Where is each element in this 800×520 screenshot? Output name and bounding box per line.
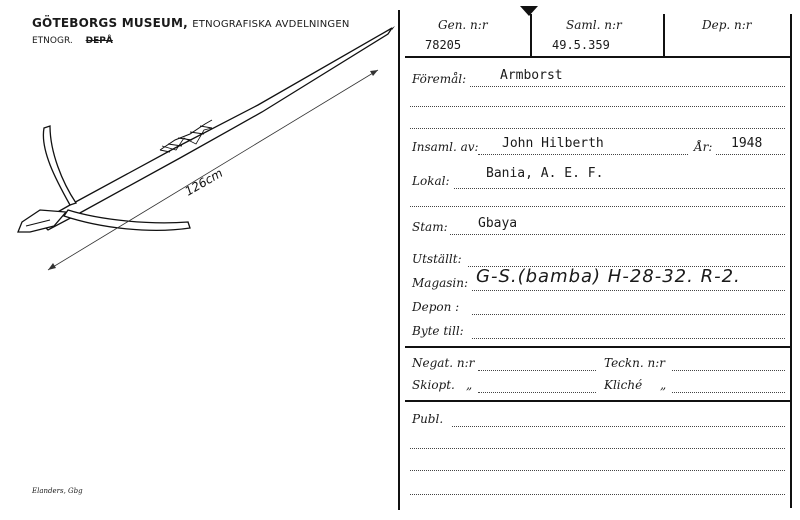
byte-label: Byte till: <box>412 324 464 338</box>
stam-value: Gbaya <box>478 216 518 231</box>
utstallt-label: Utställt: <box>412 252 462 266</box>
bow-limb-upper <box>43 126 76 205</box>
kliche-label: Kliché <box>604 378 643 392</box>
magasin-line <box>472 290 785 291</box>
byte-line <box>472 338 785 339</box>
saml-value: 49.5.359 <box>552 38 610 52</box>
insaml-line <box>478 154 688 155</box>
publ-line-2 <box>410 448 785 449</box>
ar-label: År: <box>694 140 713 154</box>
kliche-ditto: „ <box>660 378 667 392</box>
skiopt-ditto: „ <box>466 378 473 392</box>
section-divider-1 <box>405 346 790 348</box>
department-name: ETNOGRAFISKA AVDELNINGEN <box>192 19 350 30</box>
dep-label: Dep. n:r <box>702 18 752 32</box>
bolt-tip <box>392 26 395 30</box>
ar-value: 1948 <box>731 136 763 151</box>
depon-line <box>472 314 785 315</box>
publ-label: Publ. <box>412 412 444 426</box>
gen-label: Gen. n:r <box>438 18 488 32</box>
negat-label: Negat. n:r <box>412 356 475 370</box>
publ-line-3 <box>410 470 785 471</box>
printer-mark: Elanders, Gbg <box>32 487 83 495</box>
magasin-label: Magasin: <box>412 276 469 290</box>
skiopt-line <box>478 392 596 393</box>
saml-label: Saml. n:r <box>566 18 622 32</box>
lokal-value: Bania, A. E. F. <box>486 166 604 181</box>
crossbow-stock <box>40 28 392 230</box>
card-left-border <box>398 10 400 510</box>
negat-line <box>478 370 596 371</box>
publ-line-4 <box>410 494 785 495</box>
foremal-line-3 <box>410 128 785 129</box>
kliche-line <box>672 392 785 393</box>
card-right-border <box>790 14 792 508</box>
insaml-label: Insaml. av: <box>412 140 479 154</box>
header-divider <box>405 56 790 58</box>
magasin-value: G-S.(bamba) H-28-32. R-2. <box>476 266 741 287</box>
publ-line <box>452 426 785 427</box>
foremal-label: Föremål: <box>412 72 467 86</box>
stam-line <box>450 234 785 235</box>
section-divider-2 <box>405 400 790 402</box>
struck-label: DEPÅ <box>85 36 113 46</box>
card-top-marker <box>518 4 542 18</box>
lokal-line <box>454 188 785 189</box>
bow-limb-lower <box>64 210 190 230</box>
measurement-label: 126cm <box>182 165 226 199</box>
crossbow-butt <box>18 210 66 232</box>
header-sep-2 <box>663 14 665 56</box>
depon-label: Depon : <box>412 300 460 314</box>
lokal-label: Lokal: <box>412 174 450 188</box>
teckn-label: Teckn. n:r <box>604 356 666 370</box>
stam-label: Stam: <box>412 220 448 234</box>
insaml-value: John Hilberth <box>502 136 604 151</box>
teckn-line <box>672 370 785 371</box>
etnogr-label: ETNOGR. <box>32 36 73 46</box>
header-sep-1 <box>530 14 532 56</box>
skiopt-label: Skiopt. <box>412 378 455 392</box>
lokal-line-2 <box>410 206 785 207</box>
ar-line <box>716 154 785 155</box>
foremal-line-2 <box>410 106 785 107</box>
gen-value: 78205 <box>425 38 462 52</box>
museum-name: GÖTEBORGS MUSEUM, <box>32 16 188 30</box>
foremal-value: Armborst <box>500 68 563 83</box>
foremal-line <box>470 86 785 87</box>
